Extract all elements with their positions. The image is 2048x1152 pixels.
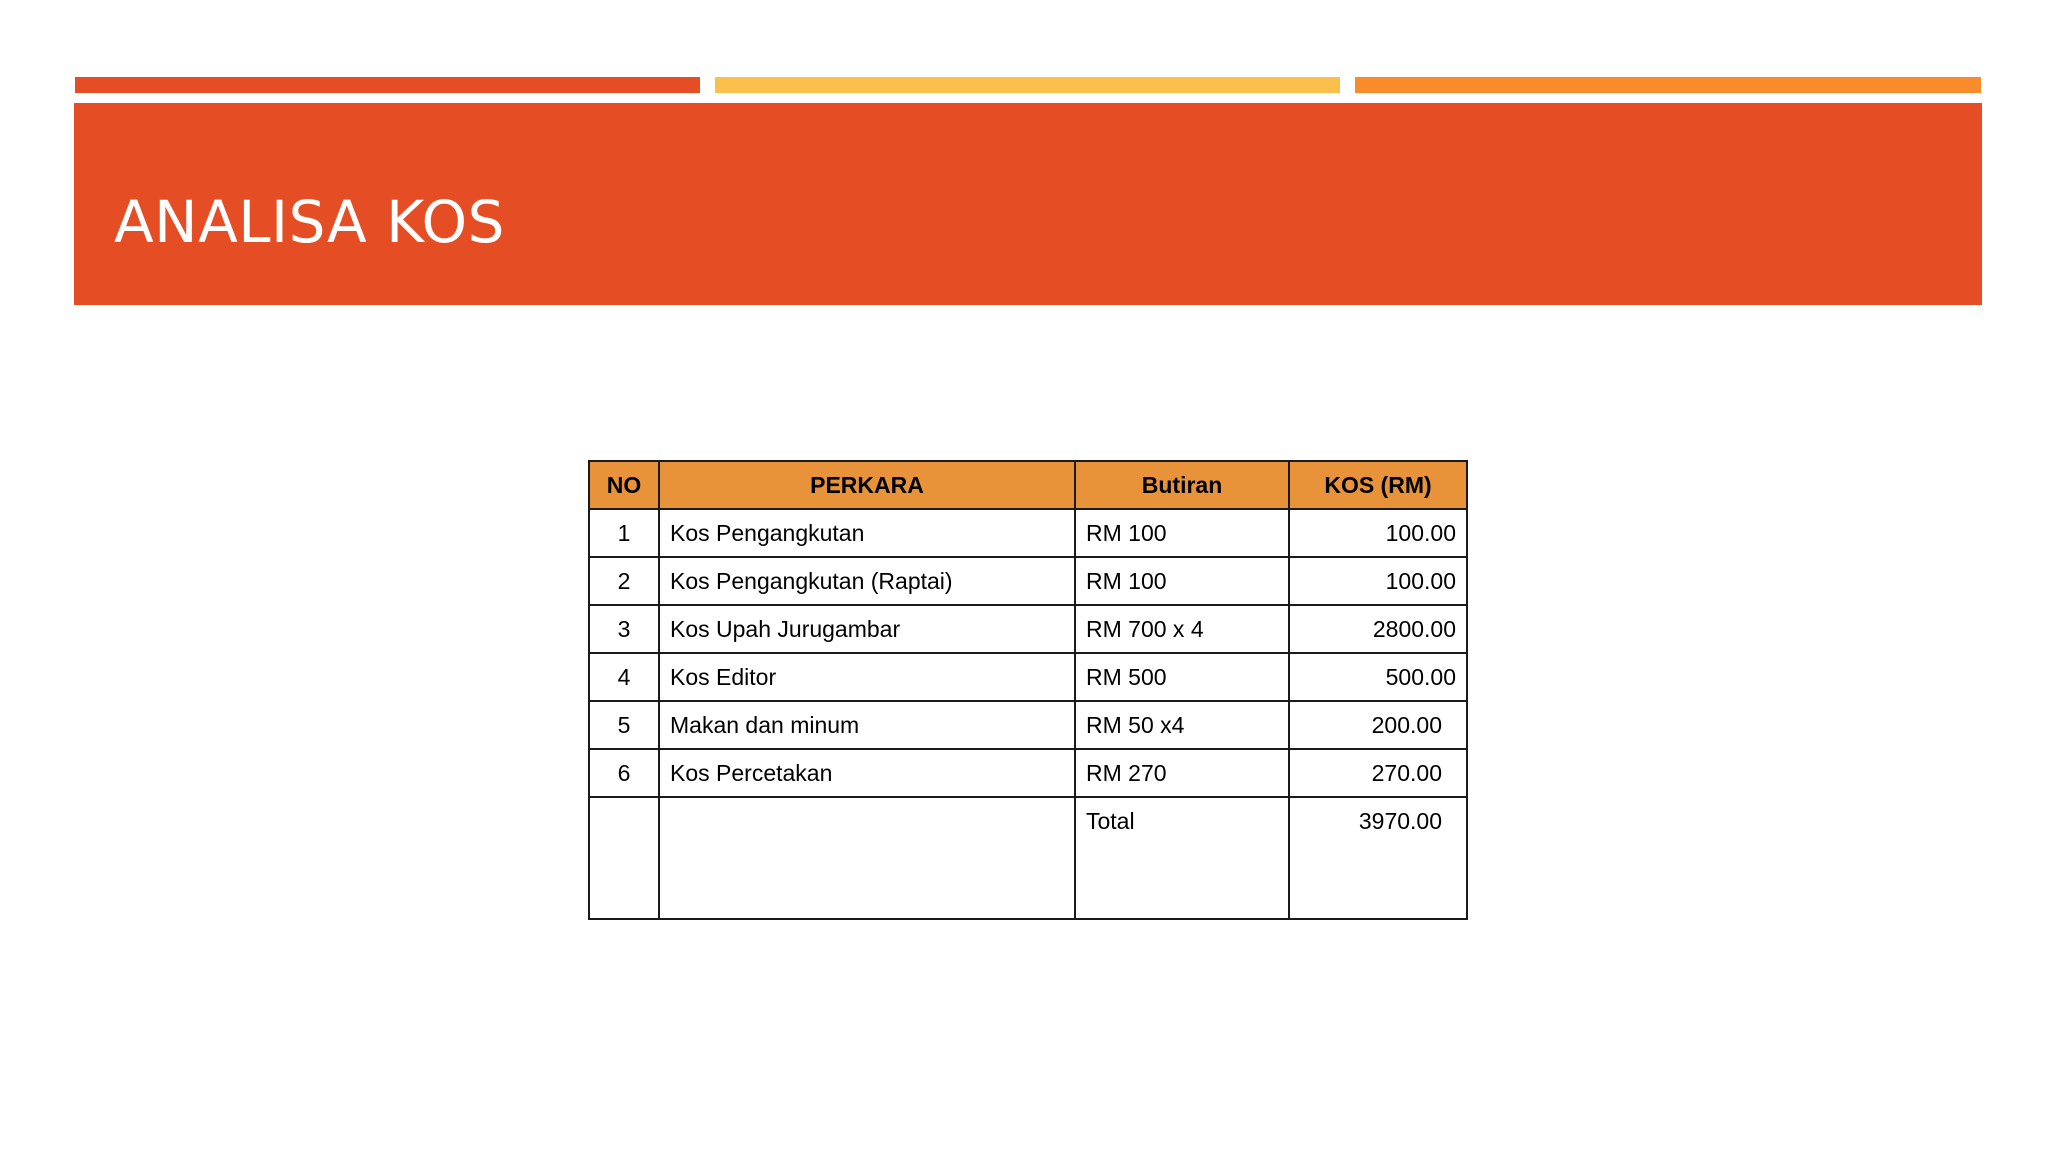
accent-bar-yellow [715, 77, 1340, 93]
accent-bar-red [75, 77, 700, 93]
total-value: 3970.00 [1289, 797, 1467, 919]
cell-butiran: RM 700 x 4 [1075, 605, 1289, 653]
cell-no: 6 [589, 749, 659, 797]
header-no: NO [589, 461, 659, 509]
table-row [589, 701, 1467, 749]
table-row [589, 509, 1467, 557]
table-row [589, 557, 1467, 605]
header-butiran: Butiran [1075, 461, 1289, 509]
cell-butiran: RM 100 [1075, 509, 1289, 557]
cell-kos: 2800.00 [1289, 605, 1467, 653]
cell-perkara: Makan dan minum [659, 701, 1075, 749]
cell-kos: 270.00 [1289, 749, 1467, 797]
cell-kos: 100.00 [1289, 509, 1467, 557]
cell-no: 3 [589, 605, 659, 653]
cell-butiran: RM 500 [1075, 653, 1289, 701]
cell-kos: 200.00 [1289, 701, 1467, 749]
cell-empty [589, 797, 659, 919]
table-header-row [589, 461, 1467, 509]
accent-bar-orange [1355, 77, 1981, 93]
total-row [589, 797, 1467, 919]
cell-no: 5 [589, 701, 659, 749]
cell-kos: 100.00 [1289, 557, 1467, 605]
title-band [74, 103, 1982, 305]
cell-perkara: Kos Pengangkutan [659, 509, 1075, 557]
table-row [589, 749, 1467, 797]
cell-no: 1 [589, 509, 659, 557]
cell-butiran: RM 50 x4 [1075, 701, 1289, 749]
cell-perkara: Kos Percetakan [659, 749, 1075, 797]
cell-perkara: Kos Editor [659, 653, 1075, 701]
cell-butiran: RM 100 [1075, 557, 1289, 605]
header-perkara: PERKARA [659, 461, 1075, 509]
cell-no: 4 [589, 653, 659, 701]
table-row [589, 605, 1467, 653]
cell-kos: 500.00 [1289, 653, 1467, 701]
cell-empty [659, 797, 1075, 919]
cost-analysis-table [588, 460, 1468, 920]
cell-butiran: RM 270 [1075, 749, 1289, 797]
cell-perkara: Kos Pengangkutan (Raptai) [659, 557, 1075, 605]
slide-title: ANALISA KOS [114, 188, 505, 256]
header-kos: KOS (RM) [1289, 461, 1467, 509]
cell-perkara: Kos Upah Jurugambar [659, 605, 1075, 653]
total-label: Total [1075, 797, 1289, 919]
table-row [589, 653, 1467, 701]
cell-no: 2 [589, 557, 659, 605]
